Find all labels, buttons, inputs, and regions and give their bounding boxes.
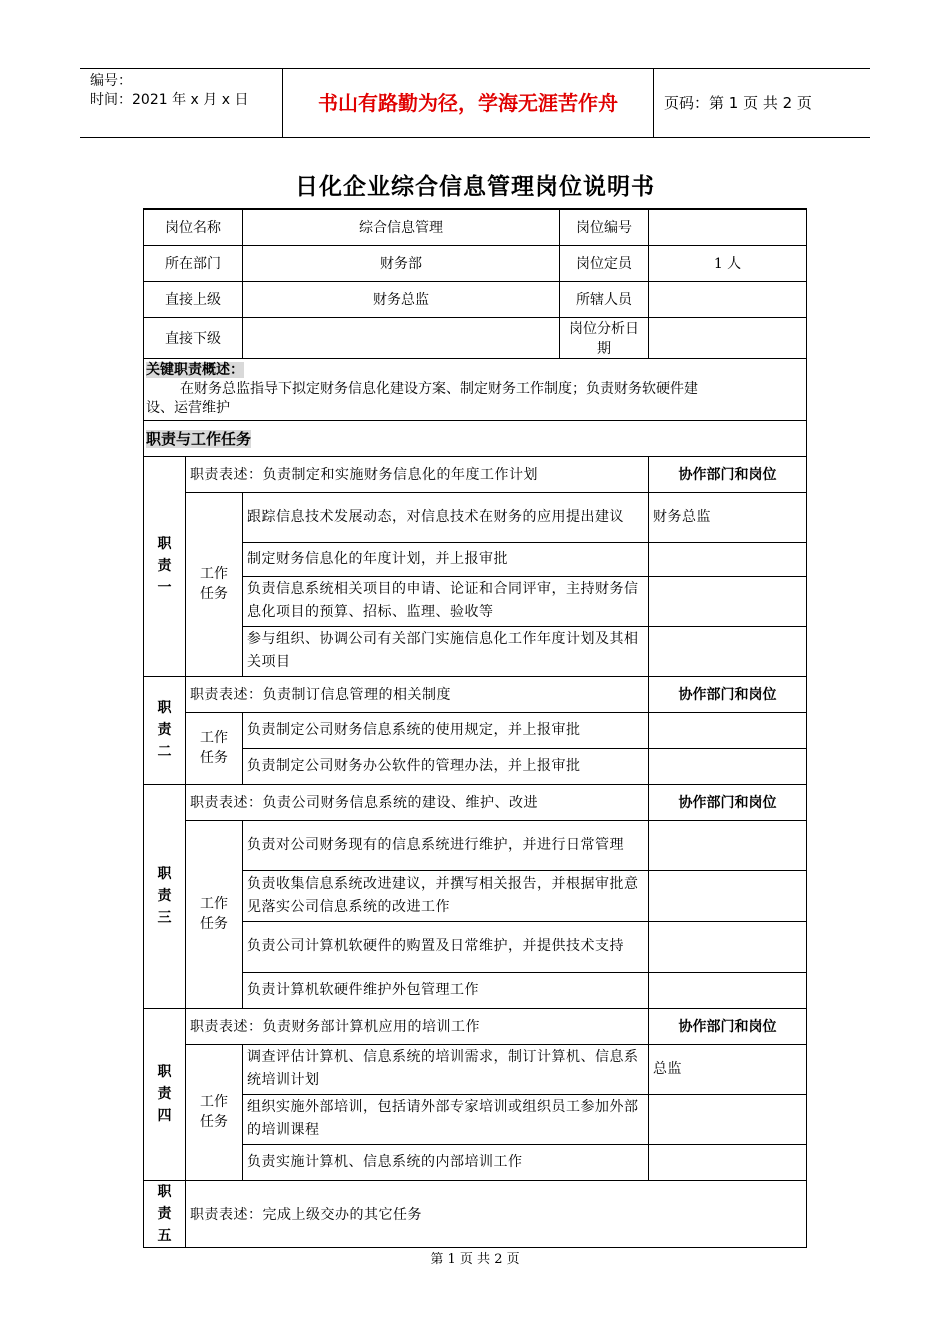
duty-description: 职责表述：负责财务部计算机应用的培训工作 — [186, 1008, 649, 1044]
task-text: 负责制定公司财务信息系统的使用规定，并上报审批 — [243, 712, 649, 748]
time-label: 时间：2021 年 x 月 x 日 — [90, 92, 249, 108]
page-info: 页码：第 1 页 共 2 页 — [664, 94, 812, 112]
task-collab — [649, 921, 807, 972]
info-label: 直接下级 — [144, 317, 243, 358]
info-row — [144, 317, 807, 358]
duty-desc-row — [144, 676, 807, 712]
info-row — [144, 245, 807, 281]
task-row — [144, 921, 807, 972]
duty-desc-row — [144, 1180, 807, 1247]
info-value: 财务部 — [243, 245, 560, 281]
task-text: 负责对公司财务现有的信息系统进行维护，并进行日常管理 — [243, 820, 649, 870]
collab-header: 协作部门和岗位 — [649, 676, 807, 712]
info-row — [144, 209, 807, 245]
task-row — [144, 972, 807, 1008]
collab-header: 协作部门和岗位 — [649, 784, 807, 820]
duty-description: 职责表述：负责公司财务信息系统的建设、维护、改进 — [186, 784, 649, 820]
task-text: 参与组织、协调公司有关部门实施信息化工作年度计划及其相关项目 — [243, 626, 649, 676]
duty-label: 职 责 一 — [144, 456, 186, 676]
task-text: 跟踪信息技术发展动态，对信息技术在财务的应用提出建议 — [243, 492, 649, 542]
duty-desc-row — [144, 1008, 807, 1044]
info-label: 所在部门 — [144, 245, 243, 281]
info-label: 直接上级 — [144, 281, 243, 317]
task-row — [144, 626, 807, 676]
task-collab — [649, 626, 807, 676]
summary-text-line2: 设、运营维护 — [146, 399, 230, 416]
info-label: 岗位名称 — [144, 209, 243, 245]
task-collab — [649, 542, 807, 576]
task-collab — [649, 748, 807, 784]
task-collab: 财务总监 — [649, 492, 807, 542]
work-task-label: 工作 任务 — [186, 712, 243, 784]
task-text: 负责制定公司财务办公软件的管理办法，并上报审批 — [243, 748, 649, 784]
task-collab — [649, 576, 807, 626]
info-row — [144, 281, 807, 317]
header-meta — [80, 69, 282, 137]
page-header — [80, 68, 870, 138]
duty-label: 职 责 五 — [144, 1180, 186, 1247]
info-value: 财务总监 — [243, 281, 560, 317]
duties-heading-cell — [144, 420, 807, 456]
info-value — [649, 209, 807, 245]
task-row — [144, 1094, 807, 1144]
task-row — [144, 576, 807, 626]
page-footer: 第 1 页 共 2 页 — [430, 1252, 520, 1267]
task-text: 制定财务信息化的年度计划，并上报审批 — [243, 542, 649, 576]
info-value: 1 人 — [649, 245, 807, 281]
summary-text-line1: 在财务总监指导下拟定财务信息化建设方案、制定财务工作制度；负责财务软硬件建 — [180, 380, 698, 397]
task-collab — [649, 820, 807, 870]
info-value — [243, 317, 560, 358]
work-task-label: 工作 任务 — [186, 820, 243, 1008]
duty-label: 职 责 三 — [144, 784, 186, 1008]
duty-desc-row — [144, 456, 807, 492]
duty-desc-row — [144, 784, 807, 820]
task-row — [144, 542, 807, 576]
task-text: 调查评估计算机、信息系统的培训需求，制订计算机、信息系统培训计划 — [243, 1044, 649, 1094]
task-text: 负责计算机软硬件维护外包管理工作 — [243, 972, 649, 1008]
header-motto: 书山有路勤为径，学海无涯苦作舟 — [282, 69, 654, 137]
collab-header: 协作部门和岗位 — [649, 1008, 807, 1044]
duty-label: 职 责 二 — [144, 676, 186, 784]
task-collab — [649, 712, 807, 748]
work-task-label: 工作 任务 — [186, 492, 243, 676]
task-collab — [649, 870, 807, 921]
task-row — [144, 712, 807, 748]
document-title: 日化企业综合信息管理岗位说明书 — [295, 174, 655, 200]
summary-cell — [144, 358, 807, 420]
task-text: 组织实施外部培训，包括请外部专家培训或组织员工参加外部的培训课程 — [243, 1094, 649, 1144]
duties-heading-row — [144, 420, 807, 456]
duty-description: 职责表述：完成上级交办的其它任务 — [186, 1180, 807, 1247]
summary-heading: 关键职责概述： — [146, 361, 244, 378]
duty-description: 职责表述：负责制订信息管理的相关制度 — [186, 676, 649, 712]
duty-label: 职 责 四 — [144, 1008, 186, 1180]
info-value — [649, 281, 807, 317]
task-text: 负责实施计算机、信息系统的内部培训工作 — [243, 1144, 649, 1180]
task-row — [144, 870, 807, 921]
info-label: 岗位分析日期 — [560, 317, 649, 358]
task-row — [144, 1044, 807, 1094]
task-row — [144, 820, 807, 870]
collab-header: 协作部门和岗位 — [649, 456, 807, 492]
summary-row — [144, 358, 807, 420]
task-text: 负责信息系统相关项目的申请、论证和合同评审，主持财务信息化项目的预算、招标、监理、验收等 — [243, 576, 649, 626]
task-row — [144, 492, 807, 542]
task-row — [144, 748, 807, 784]
task-collab — [649, 972, 807, 1008]
info-label: 岗位定员 — [560, 245, 649, 281]
task-row — [144, 1144, 807, 1180]
duty-description: 职责表述：负责制定和实施财务信息化的年度工作计划 — [186, 456, 649, 492]
job-description-table — [143, 208, 807, 1248]
number-label: 编号： — [90, 73, 132, 89]
duties-heading: 职责与工作任务 — [146, 429, 252, 448]
task-collab — [649, 1144, 807, 1180]
work-task-label: 工作 任务 — [186, 1044, 243, 1180]
info-value: 综合信息管理 — [243, 209, 560, 245]
task-text: 负责收集信息系统改进建议，并撰写相关报告，并根据审批意见落实公司信息系统的改进工作 — [243, 870, 649, 921]
task-collab: 总监 — [649, 1044, 807, 1094]
info-label: 岗位编号 — [560, 209, 649, 245]
task-collab — [649, 1094, 807, 1144]
info-value — [649, 317, 807, 358]
info-label: 所辖人员 — [560, 281, 649, 317]
task-text: 负责公司计算机软硬件的购置及日常维护，并提供技术支持 — [243, 921, 649, 972]
